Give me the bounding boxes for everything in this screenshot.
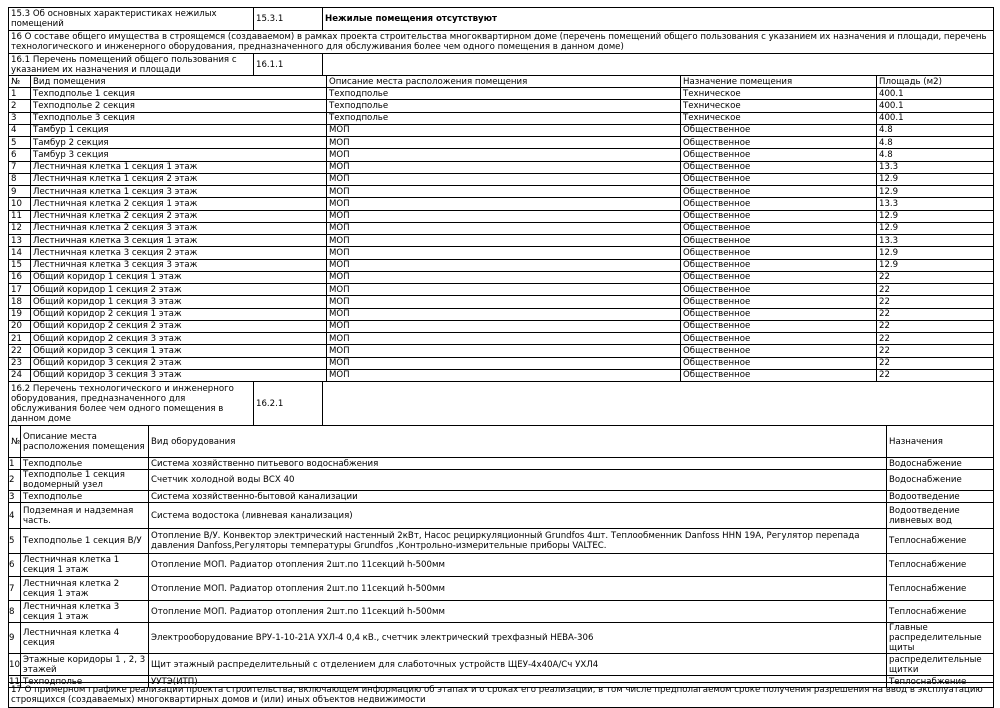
table-cell: 10 xyxy=(9,198,31,210)
table-row xyxy=(9,198,994,210)
table-cell: 7 xyxy=(9,161,31,173)
table-cell: Общественное xyxy=(681,308,877,320)
table-cell: 13.3 xyxy=(877,161,994,173)
section-16-heading: 16 О составе общего имущества в строящемся (создаваемом) в рамках проекта строительства многоквартирном доме (перечень помещений общего пользования с указанием их назначения и площади, перечень технологического и инженерного оборудования, предназначенного для обслуживания более чем одного помещения в данном доме) xyxy=(9,31,994,54)
table-row xyxy=(9,333,994,345)
table-cell: МОП xyxy=(327,308,681,320)
column-header: Описание места расположения помещения xyxy=(327,76,681,88)
table-cell: 13.3 xyxy=(877,198,994,210)
table-row xyxy=(9,320,994,332)
table-cell: МОП xyxy=(327,198,681,210)
table-cell: МОП xyxy=(327,137,681,149)
table-cell: 22 xyxy=(877,308,994,320)
table-cell: Общественное xyxy=(681,149,877,161)
table-cell: МОП xyxy=(327,296,681,308)
table-cell: МОП xyxy=(327,271,681,283)
table-cell: Теплоснабжение xyxy=(887,554,994,577)
table-row xyxy=(9,124,994,136)
table-cell: Общественное xyxy=(681,161,877,173)
table-cell: 2 xyxy=(9,100,31,112)
table-cell: Лестничная клетка 1 секция 1 этаж xyxy=(21,554,149,577)
table-cell: Лестничная клетка 4 секция xyxy=(21,623,149,654)
table-cell: Отопление В/У. Конвектор электрический настенный 2кВт, Насос рециркуляционный Grundfos 4шт. Теплообменник Danfoss HHN 19A, Регулятор перепада давления Danfoss,Регуляторы температуры Grundfos ,Контрольно-измерительные приборы VALTEC. xyxy=(149,529,887,554)
table-row xyxy=(9,271,994,283)
table-cell: 12.9 xyxy=(877,186,994,198)
table-cell: Щит этажный распределительный с отделением для слаботочных устройств ЩЕУ-4х40А/Сч УХЛ4 xyxy=(149,654,887,676)
table-cell: Общий коридор 3 секция 1 этаж xyxy=(31,345,327,357)
table-row xyxy=(9,88,994,100)
table-cell: 4 xyxy=(9,503,21,529)
table-cell: Лестничная клетка 2 секция 1 этаж xyxy=(31,198,327,210)
table-row xyxy=(9,458,994,470)
table-row xyxy=(9,345,994,357)
table-cell: Отопление МОП. Радиатор отопления 2шт.по 11секций h-500мм xyxy=(149,601,887,623)
column-header: Вид помещения xyxy=(31,76,327,88)
table-cell: МОП xyxy=(327,345,681,357)
table-cell: 20 xyxy=(9,320,31,332)
table-cell: 22 xyxy=(877,369,994,381)
table-cell: Техническое xyxy=(681,88,877,100)
table-cell: Система хозяйственно питьевого водоснабжения xyxy=(149,458,887,470)
table-cell: Лестничная клетка 1 секция 3 этаж xyxy=(31,186,327,198)
table-cell: Общественное xyxy=(681,357,877,369)
column-header: № xyxy=(9,426,21,458)
column-header: Назначения xyxy=(887,426,994,458)
table-cell: МОП xyxy=(327,210,681,222)
table-cell: Общественное xyxy=(681,369,877,381)
table-cell: Техподполье 1 секция xyxy=(31,88,327,100)
table-cell: 6 xyxy=(9,554,21,577)
table-row xyxy=(9,259,994,271)
equipment-table xyxy=(8,425,994,688)
table-cell: 22 xyxy=(877,284,994,296)
section-16-2-label: 16.2 Перечень технологического и инженерного оборудования, предназначенного для обслуживания более чем одного помещения в данном доме xyxy=(9,382,254,426)
table-cell: Техническое xyxy=(681,112,877,124)
section-15-3-value: Нежилые помещения отсутствуют xyxy=(323,8,994,31)
table-cell: 23 xyxy=(9,357,31,369)
table-cell: Лестничная клетка 3 секция 1 этаж xyxy=(31,235,327,247)
table-cell: Тамбур 1 секция xyxy=(31,124,327,136)
table-cell: Лестничная клетка 3 секция 1 этаж xyxy=(21,601,149,623)
table-cell: МОП xyxy=(327,284,681,296)
table-cell: Отопление МОП. Радиатор отопления 2шт.по 11секций h-500мм xyxy=(149,554,887,577)
column-header: Площадь (м2) xyxy=(877,76,994,88)
table-cell: Лестничная клетка 3 секция 2 этаж xyxy=(31,247,327,259)
table-row xyxy=(9,210,994,222)
table-cell: Лестничная клетка 2 секция 3 этаж xyxy=(31,222,327,234)
table-row xyxy=(9,491,994,503)
table-cell: МОП xyxy=(327,357,681,369)
table-cell: Отопление МОП. Радиатор отопления 2шт.по 11секций h-500мм xyxy=(149,577,887,601)
table-cell: 13.3 xyxy=(877,235,994,247)
table-cell: Техподполье xyxy=(21,458,149,470)
table-cell: Техподполье 2 секция xyxy=(31,100,327,112)
table-cell: 12.9 xyxy=(877,173,994,185)
section-17 xyxy=(8,682,994,708)
table-row xyxy=(9,235,994,247)
table-cell: Техподполье xyxy=(327,100,681,112)
table-cell: Техподполье 3 секция xyxy=(31,112,327,124)
table-cell: Водоснабжение xyxy=(887,470,994,491)
table-cell: 12 xyxy=(9,222,31,234)
table-cell: Водоотведение ливневых вод xyxy=(887,503,994,529)
table-cell: 12.9 xyxy=(877,259,994,271)
table-cell: 9 xyxy=(9,623,21,654)
table-cell: Общий коридор 2 секция 2 этаж xyxy=(31,320,327,332)
table-row xyxy=(9,623,994,654)
table-cell: 400.1 xyxy=(877,100,994,112)
section-15-3 xyxy=(8,7,994,76)
table-cell: МОП xyxy=(327,259,681,271)
table-cell: УУТЭ(ИТП) xyxy=(149,676,887,688)
table-cell: Общий коридор 1 секция 2 этаж xyxy=(31,284,327,296)
table-cell: Общественное xyxy=(681,296,877,308)
table-cell: Счетчик холодной воды ВСХ 40 xyxy=(149,470,887,491)
table-cell: 4 xyxy=(9,124,31,136)
table-cell: МОП xyxy=(327,235,681,247)
table-cell: 2 xyxy=(9,470,21,491)
table-cell: Лестничная клетка 3 секция 3 этаж xyxy=(31,259,327,271)
table-cell: МОП xyxy=(327,247,681,259)
table-cell: Общественное xyxy=(681,345,877,357)
table-cell: Техподполье 1 секция водомерный узел xyxy=(21,470,149,491)
table-cell: Общий коридор 1 секция 1 этаж xyxy=(31,271,327,283)
table-cell: Теплоснабжение xyxy=(887,577,994,601)
column-header: № xyxy=(9,76,31,88)
table-cell: Общий коридор 3 секция 3 этаж xyxy=(31,369,327,381)
table-cell: 8 xyxy=(9,601,21,623)
table-row xyxy=(9,654,994,676)
table-row xyxy=(9,357,994,369)
table-cell: МОП xyxy=(327,173,681,185)
table-row xyxy=(9,296,994,308)
table-cell: Главные распределительные щиты xyxy=(887,623,994,654)
table-cell: Электрооборудование ВРУ-1-10-21А УХЛ-4 0,4 кВ., счетчик электрический трехфазный НЕВА-306 xyxy=(149,623,887,654)
table-cell: Общественное xyxy=(681,186,877,198)
table-cell: Общественное xyxy=(681,124,877,136)
table-cell: 22 xyxy=(9,345,31,357)
table-row xyxy=(9,173,994,185)
column-header: Назначение помещения xyxy=(681,76,877,88)
table-cell: МОП xyxy=(327,320,681,332)
table-cell: Лестничная клетка 2 секция 2 этаж xyxy=(31,210,327,222)
table-row xyxy=(9,137,994,149)
table-cell: 12.9 xyxy=(877,222,994,234)
table-cell: Техподполье xyxy=(327,112,681,124)
table-cell: 16 xyxy=(9,271,31,283)
table-cell: 11 xyxy=(9,676,20,687)
table-cell: Общественное xyxy=(681,173,877,185)
table-cell: Общий коридор 3 секция 2 этаж xyxy=(31,357,327,369)
table-cell: Техподполье xyxy=(327,88,681,100)
table-row xyxy=(9,470,994,491)
table-cell: Система водостока (ливневая канализация) xyxy=(149,503,887,529)
table-cell: Общественное xyxy=(681,333,877,345)
table-cell: 24 xyxy=(9,369,31,381)
table-cell: 21 xyxy=(9,333,31,345)
table-cell: Лестничная клетка 2 секция 1 этаж xyxy=(21,577,149,601)
table-cell: Теплоснабжение xyxy=(887,601,994,623)
table-cell: 4.8 xyxy=(877,124,994,136)
table-cell: МОП xyxy=(327,333,681,345)
table-cell: 13 xyxy=(9,235,31,247)
table-row xyxy=(9,186,994,198)
table-cell: Система хозяйственно-бытовой канализации xyxy=(149,491,887,503)
table-cell: 4.8 xyxy=(877,137,994,149)
table-cell: 22 xyxy=(877,357,994,369)
table-cell: 22 xyxy=(877,296,994,308)
table-cell: Тамбур 3 секция xyxy=(31,149,327,161)
table-cell: Тамбур 2 секция xyxy=(31,137,327,149)
table-cell: 22 xyxy=(877,345,994,357)
table-cell: 14 xyxy=(9,247,31,259)
table-row xyxy=(9,308,994,320)
table-row xyxy=(9,284,994,296)
table-cell: Общественное xyxy=(681,247,877,259)
table-cell: Общественное xyxy=(681,271,877,283)
table-cell: 400.1 xyxy=(877,88,994,100)
table-cell: 22 xyxy=(877,320,994,332)
table-cell: Общественное xyxy=(681,259,877,271)
table-row xyxy=(9,161,994,173)
table-cell: МОП xyxy=(327,124,681,136)
section-15-3-code: 15.3.1 xyxy=(254,8,323,31)
table-cell: Общественное xyxy=(681,210,877,222)
table-cell: 6 xyxy=(9,149,31,161)
table-cell: Общий коридор 2 секция 3 этаж xyxy=(31,333,327,345)
column-header: Описание места расположения помещения xyxy=(21,426,149,458)
table-cell: МОП xyxy=(327,369,681,381)
table-cell: Общественное xyxy=(681,235,877,247)
table-cell: 12.9 xyxy=(877,210,994,222)
table-row xyxy=(9,100,994,112)
table-row xyxy=(9,369,994,381)
table-cell: Общественное xyxy=(681,320,877,332)
table-cell: 7 xyxy=(9,577,21,601)
table-cell: 3 xyxy=(9,112,31,124)
table-cell: 4.8 xyxy=(877,149,994,161)
table-cell: МОП xyxy=(327,149,681,161)
table-row xyxy=(9,529,994,554)
table-cell: МОП xyxy=(327,161,681,173)
section-16-2-value xyxy=(323,382,994,426)
table-cell: Техподполье 1 секция В/У xyxy=(21,529,149,554)
table-cell: 12.9 xyxy=(877,247,994,259)
table-cell: Водоснабжение xyxy=(887,458,994,470)
table-cell: 10 xyxy=(9,654,21,676)
table-cell: 18 xyxy=(9,296,31,308)
table-cell: 1 xyxy=(9,458,21,470)
table-cell: Теплоснабжение xyxy=(887,676,994,688)
section-16-2-code: 16.2.1 xyxy=(254,382,323,426)
table-cell: МОП xyxy=(327,186,681,198)
table-row xyxy=(9,222,994,234)
table-cell: Общий коридор 2 секция 1 этаж xyxy=(31,308,327,320)
table-cell: Подземная и надземная часть. xyxy=(21,503,149,529)
section-17-heading: 17 О примерном графике реализации проекта строительства, включающем информацию об этапах и о сроках его реализации, в том числе предполагаемом сроке получения разрешения на ввод в эксплуатацию строящихся (создаваемых) многоквартирных домов и (или) иных объектов недвижимости xyxy=(9,683,994,708)
section-15-3-label: 15.3 Об основных характеристиках нежилых помещений xyxy=(9,8,254,31)
table-cell: Теплоснабжение xyxy=(887,529,994,554)
table-cell: МОП xyxy=(327,222,681,234)
table-cell: 22 xyxy=(877,333,994,345)
table-cell: Общий коридор 1 секция 3 этаж xyxy=(31,296,327,308)
table-cell: 1 xyxy=(9,88,31,100)
table-cell: Этажные коридоры 1 , 2, 3 этажей xyxy=(21,654,149,676)
table-cell: 15 xyxy=(9,259,31,271)
section-16-2 xyxy=(8,381,994,426)
rooms-table xyxy=(8,75,994,382)
table-cell: Техподполье xyxy=(21,491,149,503)
table-row xyxy=(9,577,994,601)
table-cell: Водоотведение xyxy=(887,491,994,503)
table-row xyxy=(9,601,994,623)
table-row xyxy=(9,149,994,161)
table-cell: 9 xyxy=(9,186,31,198)
table-cell: 8 xyxy=(9,173,31,185)
table-cell: 5 xyxy=(9,529,21,554)
table-cell: Общественное xyxy=(681,222,877,234)
table-cell: Техподполье xyxy=(21,676,149,688)
table-row xyxy=(9,247,994,259)
table-cell: 400.1 xyxy=(877,112,994,124)
table-cell: 17 xyxy=(9,284,31,296)
table-cell: 19 xyxy=(9,308,31,320)
table-cell: Общественное xyxy=(681,198,877,210)
table-cell: Общественное xyxy=(681,137,877,149)
table-cell: 5 xyxy=(9,137,31,149)
section-16-1-label: 16.1 Перечень помещений общего пользования с указанием их назначения и площади xyxy=(9,54,254,76)
table-row xyxy=(9,112,994,124)
table-row xyxy=(9,554,994,577)
table-cell: Техническое xyxy=(681,100,877,112)
table-cell: 22 xyxy=(877,271,994,283)
table-cell: 11 xyxy=(9,210,31,222)
table-cell: Лестничная клетка 1 секция 2 этаж xyxy=(31,173,327,185)
table-cell: 3 xyxy=(9,491,21,503)
column-header: Вид оборудования xyxy=(149,426,887,458)
table-cell: Лестничная клетка 1 секция 1 этаж xyxy=(31,161,327,173)
table-row xyxy=(9,503,994,529)
table-cell: Общественное xyxy=(681,284,877,296)
section-16-1-code: 16.1.1 xyxy=(254,54,323,76)
section-16-1-value xyxy=(323,54,994,76)
table-cell: распределительные щитки xyxy=(887,654,994,676)
